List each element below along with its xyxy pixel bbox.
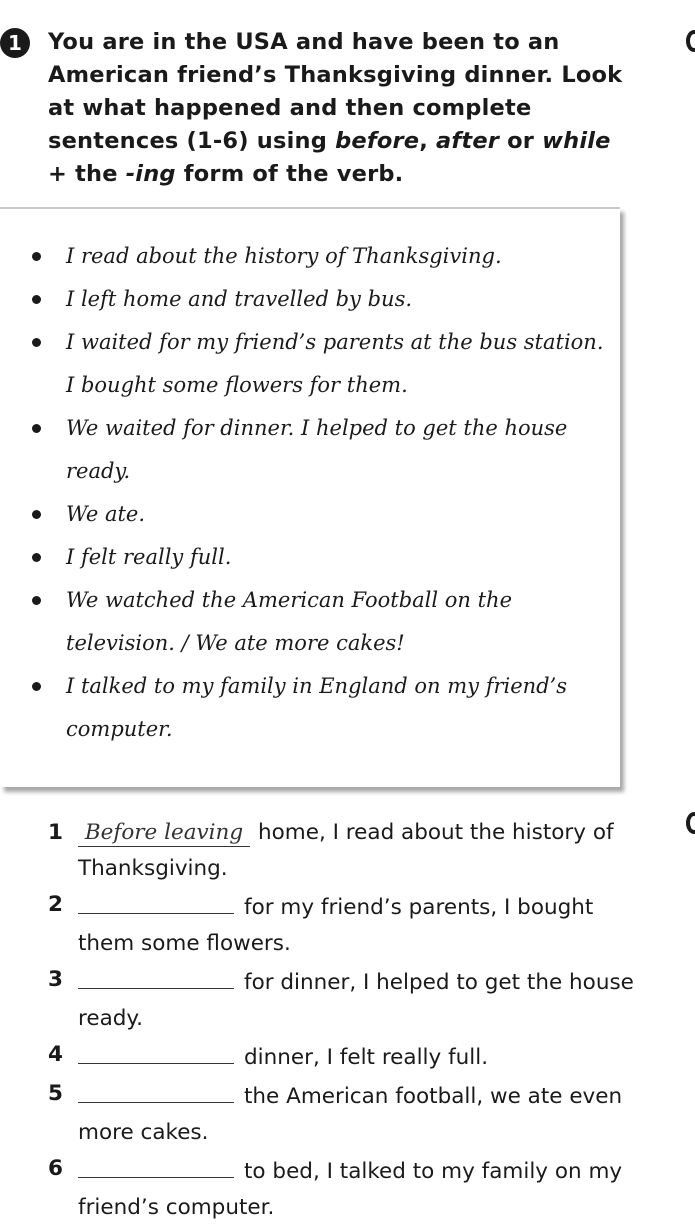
sentence-text: home, I read about the history of Thanksgiving. — [78, 820, 614, 881]
sentence-text: for dinner, I helped to get the house ready. — [78, 970, 634, 1031]
event-text: I felt really full. — [66, 545, 232, 569]
event-item — [0, 235, 610, 278]
keyword-before: before — [335, 128, 420, 154]
sentence-number: 1 — [48, 820, 63, 845]
answer-example: Before leaving — [78, 820, 250, 847]
answer-blank[interactable] — [78, 1037, 234, 1064]
exercise-number-badge: 1 — [0, 28, 30, 58]
event-item — [0, 536, 610, 579]
sentence-number: 5 — [48, 1081, 63, 1106]
bullet-icon — [32, 252, 41, 261]
sentence-number: 4 — [48, 1042, 63, 1067]
sentence-number: 3 — [48, 967, 63, 992]
instructions-text: form of the verb. — [175, 161, 404, 187]
event-text: We waited for dinner. I helped to get the house ready. — [66, 416, 568, 483]
sentence-item — [48, 1037, 648, 1076]
event-item — [0, 665, 610, 751]
sentence-item — [48, 815, 648, 887]
event-item — [0, 278, 610, 321]
event-text: We ate. — [66, 502, 146, 526]
sentence-text: the American football, we ate even more cakes. — [78, 1084, 623, 1145]
event-item — [0, 407, 610, 493]
sentence-text: to bed, I talked to my family on my friend’s computer. — [78, 1159, 623, 1220]
keyword-ing: -ing — [125, 161, 176, 187]
instructions-text: You are in the USA and have been to an American friend’s Thanksgiving dinner. Look at what happened and then complete sentences (1-6) using — [48, 29, 623, 154]
answer-blank[interactable] — [78, 887, 234, 914]
keyword-after: after — [436, 128, 500, 154]
bullet-icon — [32, 553, 41, 562]
event-item — [0, 321, 610, 407]
sentence-item — [48, 962, 648, 1037]
events-list — [0, 235, 610, 751]
event-text: I talked to my family in England on my friend’s computer. — [66, 674, 568, 741]
instructions-separator: or — [499, 128, 543, 154]
instructions-text: + the — [48, 161, 126, 187]
instructions-separator: , — [419, 128, 437, 154]
page-edge-marker — [686, 812, 695, 834]
keyword-while: while — [542, 128, 611, 154]
events-box — [0, 207, 620, 787]
bullet-icon — [32, 682, 41, 691]
bullet-icon — [32, 338, 41, 347]
answer-blank[interactable] — [78, 1151, 234, 1178]
bullet-icon — [32, 295, 41, 304]
sentence-item — [48, 887, 648, 962]
exercise-instructions — [48, 26, 628, 191]
event-item — [0, 579, 610, 665]
answer-blank[interactable] — [78, 962, 234, 989]
bullet-icon — [32, 424, 41, 433]
answer-blank[interactable] — [78, 1076, 234, 1103]
bullet-icon — [32, 596, 41, 605]
sentence-list — [48, 815, 648, 1226]
sentence-text: for my friend’s parents, I bought them some flowers. — [78, 895, 594, 956]
sentence-text: dinner, I felt really full. — [244, 1045, 489, 1070]
bullet-icon — [32, 510, 41, 519]
event-text: We watched the American Football on the television. / We ate more cakes! — [66, 588, 513, 655]
event-text: I waited for my friend’s parents at the bus station. I bought some flowers for them. — [66, 330, 604, 397]
sentence-item — [48, 1076, 648, 1151]
sentence-item — [48, 1151, 648, 1226]
event-item — [0, 493, 610, 536]
sentence-number: 2 — [48, 892, 63, 917]
event-text: I read about the history of Thanksgiving. — [66, 244, 502, 268]
page-edge-marker — [686, 30, 695, 52]
sentence-number: 6 — [48, 1156, 63, 1181]
event-text: I left home and travelled by bus. — [66, 287, 413, 311]
